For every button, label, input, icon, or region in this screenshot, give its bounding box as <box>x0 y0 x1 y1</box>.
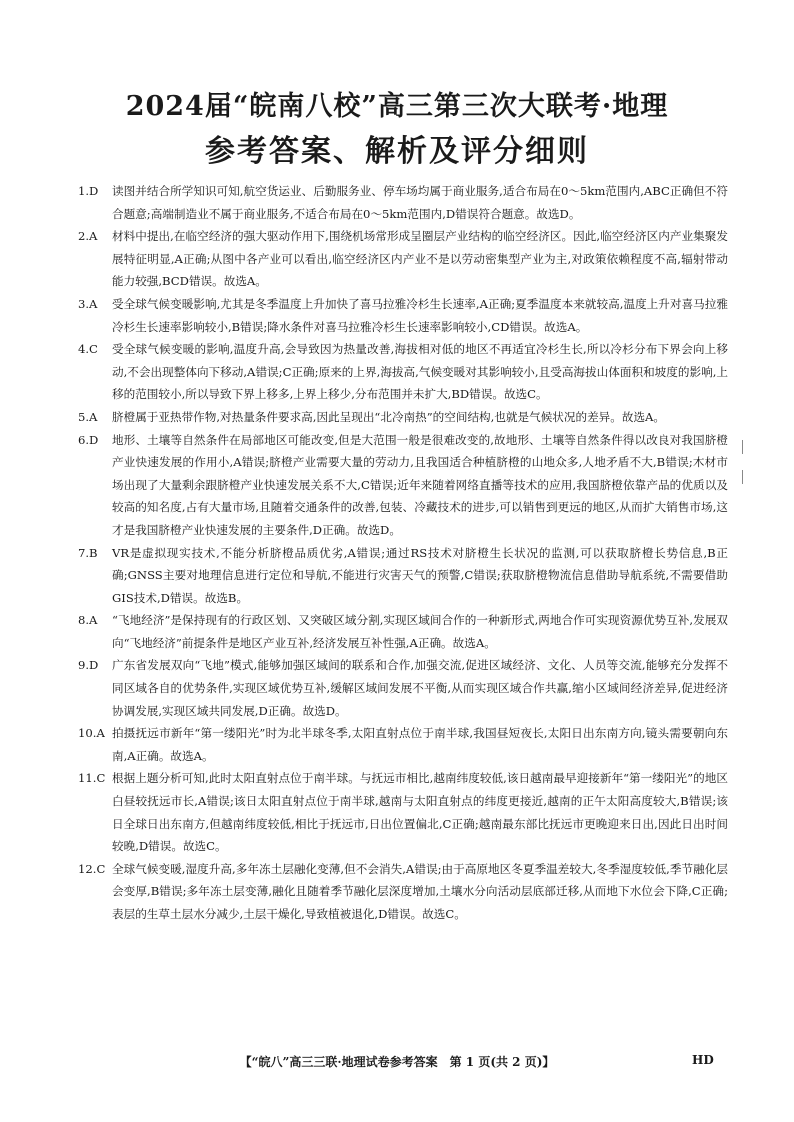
answer-item <box>78 858 728 926</box>
answer-item <box>78 542 728 610</box>
answer-explanation: 脐橙属于亚热带作物,对热量条件要求高,因此呈现出“北冷南热”的空间结构,也就是气候状况的差异。故选A。 <box>112 409 666 424</box>
answer-explanation: 地形、土壤等自然条件在局部地区可能改变,但是大范围一般是很难改变的,故地形、土壤等自然条件得以改良对我国脐橙产业快速发展的作用小,A错误;脐橙产业需要大量的劳动力,且我国适合种植脐橙的山地众多,人地矛盾不大,B错误;木材市场出现了大量剩余跟脐橙产业快速发展关系不大,C错误;近年来随着网络直播等技术的应用,我国脐橙依靠产品的优质以及较高的知名度,占有大量市场,且随着交通条件的改善,包装、冷藏技术的进步,可以销售到更远的地区,从而扩大销售市场,这才是我国脐橙产业快速发展的主要条件,D正确。故选D。 <box>112 432 728 537</box>
page-footer: 【“皖八”高三三联·地理试卷参考答案 第 1 页(共 2 页)】 <box>239 1055 555 1069</box>
answer-item <box>78 767 728 857</box>
answer-number: 6.D <box>78 432 99 447</box>
answer-item <box>78 338 728 406</box>
answer-item <box>78 609 728 654</box>
answer-item <box>78 180 728 225</box>
answer-item <box>78 722 728 767</box>
answer-item <box>78 293 728 338</box>
answer-explanation: 受全球气候变暖影响,尤其是冬季温度上升加快了喜马拉雅冷杉生长速率,A正确;夏季温度本来就较高,温度上升对喜马拉雅冷杉生长速率影响较小,B错误;降水条件对喜马拉雅冷杉生长速率影响较小,CD错误。故选A。 <box>112 296 728 334</box>
answer-explanation: 广东省发展双向“飞地”模式,能够加强区域间的联系和合作,加强交流,促进区域经济、文化、人员等交流,能够充分发挥不同区域各自的优势条件,实现区域优势互补,缓解区域间发展不平衡,从而实现区域合作共赢,缩小区域间经济差异,促进经济协调发展,实现区域共同发展,D正确。故选D。 <box>112 658 728 718</box>
answer-explanation: 全球气候变暖,湿度升高,多年冻土层融化变薄,但不会消失,A错误;由于高原地区冬夏季温差较大,冬季湿度较低,季节融化层会变厚,B错误;多年冻土层变薄,融化且随着季节融化层深度增加,土壤水分向活动层底部迁移,从而地下水位会下降,C正确;表层的生草土层水分减少,土层干燥化,导致植被退化,D错误。故选C。 <box>112 861 728 921</box>
answer-explanation: 受全球气候变暖的影响,温度升高,会导致因为热量改善,海拔相对低的地区不再适宜冷杉生长,所以冷杉分布下界会向上移动,不会出现整体向下移动,A错误;C正确;原来的上界,海拔高,气候变暖对其影响较小,且受高海拔山体面积和坡度的影响,上移的范围较小,所以导致下界上移多,上界上移少,分布范围并未扩大,BD错误。故选C。 <box>112 342 728 402</box>
answer-explanation: 根据上题分析可知,此时太阳直射点位于南半球。与抚远市相比,越南纬度较低,该日越南最早迎接新年“第一缕阳光”的地区白昼较抚远市长,A错误;该日太阳直射点位于南半球,越南与太阳直射点的纬度更接近,越南的正午太阳高度较大,B错误;该日全球日出东南方,但越南纬度较低,相比于抚远市,日出位置偏北,C正确;越南最东部比抚远市更晚迎来日出,因此日出时间较晚,D错误。故选C。 <box>112 771 728 854</box>
answer-number: 8.A <box>78 613 98 628</box>
answer-explanation: 材料中提出,在临空经济的强大驱动作用下,围绕机场常形成呈圈层产业结构的临空经济区。因此,临空经济区内产业集聚发展特征明显,A正确;从图中各产业可以看出,临空经济区内产业不是以劳动密集型产业为主,对政策依赖程度不高,辐射带动能力较强,BCD错误。故选A。 <box>112 229 728 289</box>
answer-number: 5.A <box>78 409 98 424</box>
footer-code: HD <box>692 1053 714 1067</box>
answer-number: 9.D <box>78 658 99 673</box>
answer-number: 7.B <box>78 545 98 560</box>
answer-explanation: VR是虚拟现实技术,不能分析脐橙品质优劣,A错误;通过RS技术对脐橙生长状况的监测,可以获取脐橙长势信息,B正确;GNSS主要对地理信息进行定位和导航,不能进行灾害天气的预警,C错误;获取脐橙物流信息借助导航系统,不需要借助GIS技术,D错误。故选B。 <box>112 545 728 605</box>
answer-item <box>78 654 728 722</box>
document-title: 2024届“皖南八校”高三第三次大联考·地理 <box>125 91 669 122</box>
answer-list <box>78 180 728 926</box>
answer-number: 3.A <box>78 296 98 311</box>
answer-item <box>78 225 728 293</box>
margin-mark <box>742 440 743 454</box>
answer-number: 4.C <box>78 342 98 357</box>
answer-number: 10.A <box>78 726 105 741</box>
answer-number: 12.C <box>78 861 106 876</box>
answer-number: 2.A <box>78 229 98 244</box>
answer-explanation: 拍摄抚远市新年“第一缕阳光”时为北半球冬季,太阳直射点位于南半球,我国昼短夜长,太阳日出东南方向,镜头需要朝向东南,A正确。故选A。 <box>112 726 728 763</box>
answer-item <box>78 406 728 429</box>
answer-number: 1.D <box>78 184 99 198</box>
answer-number: 11.C <box>78 771 106 786</box>
answer-explanation: “飞地经济”是保持现有的行政区划、又突破区域分割,实现区域间合作的一种新形式,两地合作可实现资源优势互补,发展双向“飞地经济”前提条件是地区产业互补,经济发展互补性强,A正确。故选A。 <box>112 613 728 650</box>
document-subtitle: 参考答案、解析及评分细则 <box>205 134 589 169</box>
answer-explanation: 读图并结合所学知识可知,航空货运业、后勤服务业、停车场均属于商业服务,适合布局在0～5km范围内,ABC正确但不符合题意;高端制造业不属于商业服务,不适合布局在0～5km范围内,D错误符合题意。故选D。 <box>112 184 728 221</box>
margin-mark <box>742 470 743 484</box>
answer-item <box>78 429 728 542</box>
